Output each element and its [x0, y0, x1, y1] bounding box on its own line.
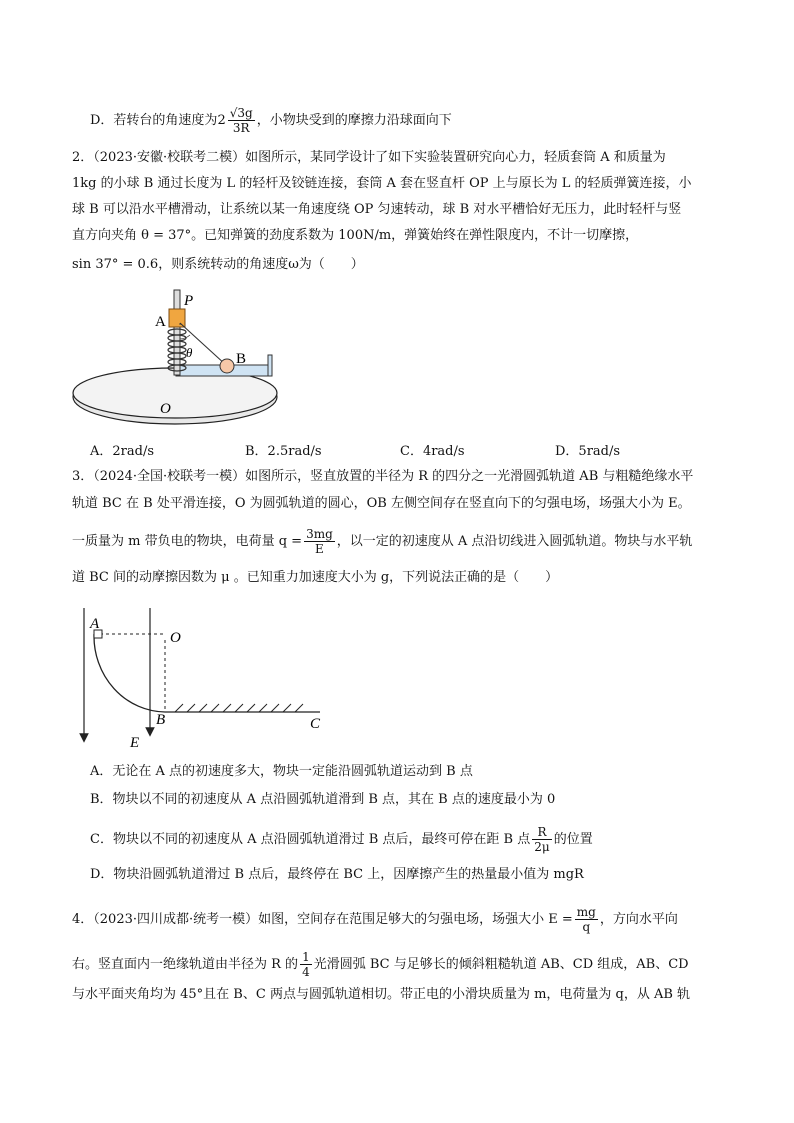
q4-field-fraction: $\frac{mg}{q}$: [576, 905, 596, 934]
q2-stem-line5: sin 37° = 0.6，则系统转动的角速度ω为（ ）: [72, 257, 364, 272]
label-a: A: [155, 314, 166, 330]
q3-option-d[interactable]: D．物块沿圆弧轨道滑过 B 点后，最终停在 BC 上，因摩擦产生的热量最小值为 mgR: [90, 867, 584, 882]
label-p: P: [184, 293, 194, 309]
label-c: C: [310, 716, 321, 732]
q3-stem-line4: 道 BC 间的动摩擦因数为 μ 。已知重力加速度大小为 g，下列说法正确的是（ ）: [72, 570, 559, 585]
label-theta: θ: [186, 345, 193, 360]
q3-charge-fraction: $\frac{3mg}{E}$: [306, 527, 333, 556]
q2-option-a[interactable]: A．2rad/s: [90, 444, 154, 459]
q2-stem-line1: 2．（2023·安徽·校联考二模）如图所示，某同学设计了如下实验装置研究向心力，轻质套筒 A 和质量为: [72, 150, 666, 165]
q2-options: [90, 440, 710, 459]
q2-turntable-figure: [68, 285, 288, 435]
label-o: O: [160, 401, 171, 417]
label-b: B: [156, 712, 166, 728]
q1-sqrt-fraction: $\frac{√3g}{3R}$: [229, 106, 253, 135]
label-o: O: [170, 630, 181, 646]
q3-option-a[interactable]: A．无论在 A 点的初速度多大，物块一定能沿圆弧轨道运动到 B 点: [90, 764, 473, 779]
q3-stem-line3: 一质量为 m 带负电的物块，电荷量 q = $\frac{3mg}{E}$ ，以一定的初速度从 A 点沿切线进入圆弧轨道。物块与水平轨: [72, 527, 693, 556]
q4-quarter-fraction: $\frac{1}{4}$: [302, 950, 310, 979]
q2-option-d[interactable]: D．5rad/s: [555, 444, 621, 459]
q2-stem-line4: 直方向夹角 θ = 37°。已知弹簧的劲度系数为 100N/m，弹簧始终在弹性限度内，不计一切摩擦，: [72, 228, 639, 243]
q3-distance-fraction: $\frac{R}{2\mu}$: [534, 825, 550, 854]
label-e: E: [130, 735, 140, 751]
label-b: B: [236, 351, 247, 367]
q4-stem-line1: 4．（2023·四川成都·统考一模）如图，空间存在范围足够大的匀强电场，场强大小 E = $\frac{mg}{q}$ ，方向水平向: [72, 905, 678, 934]
q2-stem-line2: 1kg 的小球 B 通过长度为 L 的轻杆及铰链连接，套筒 A 套在竖直杆 OP 上与原长为 L 的轻质弹簧连接，小: [72, 176, 692, 191]
q3-option-b[interactable]: B．物块以不同的初速度从 A 点沿圆弧轨道滑到 B 点，其在 B 点的速度最小为 0: [90, 792, 556, 807]
q4-stem-line2: 右。竖直面内一绝缘轨道由半径为 R 的 $\frac{1}{4}$ 光滑圆弧 BC 与足够长的倾斜粗糙轨道 AB、CD 组成，AB、CD: [72, 950, 689, 979]
q4-stem-line3: 与水平面夹角均为 45°且在 B、C 两点与圆弧轨道相切。带正电的小滑块质量为 m，电荷量为 q，从 AB 轨: [72, 987, 691, 1002]
q3-arc-track-figure: [70, 600, 340, 760]
q2-option-c[interactable]: C．4rad/s: [400, 444, 465, 459]
label-a: A: [90, 616, 100, 632]
q3-stem-line2: 轨道 BC 在 B 处平滑连接，O 为圆弧轨道的圆心，OB 左侧空间存在竖直向下的匀强电场，场强大小为 E。: [72, 496, 691, 511]
q3-stem-line1: 3．（2024·全国·校联考一模）如图所示，竖直放置的半径为 R 的四分之一光滑圆弧轨道 AB 与粗糙绝缘水平: [72, 469, 694, 484]
q3-option-c[interactable]: C．物块以不同的初速度从 A 点沿圆弧轨道滑过 B 点后，最终可停在距 B 点 $\frac{R}{2\mu}$ 的位置: [90, 825, 593, 854]
q2-option-b[interactable]: B．2.5rad/s: [245, 444, 322, 459]
q1-option-d: D．若转台的角速度为2 $\frac{√3g}{3R}$ ，小物块受到的摩擦力沿球面向下: [90, 106, 452, 135]
q2-stem-line3: 球 B 可以沿水平槽滑动，让系统以某一角速度绕 OP 匀速转动，球 B 对水平槽恰好无压力，此时轻杆与竖: [72, 202, 682, 217]
